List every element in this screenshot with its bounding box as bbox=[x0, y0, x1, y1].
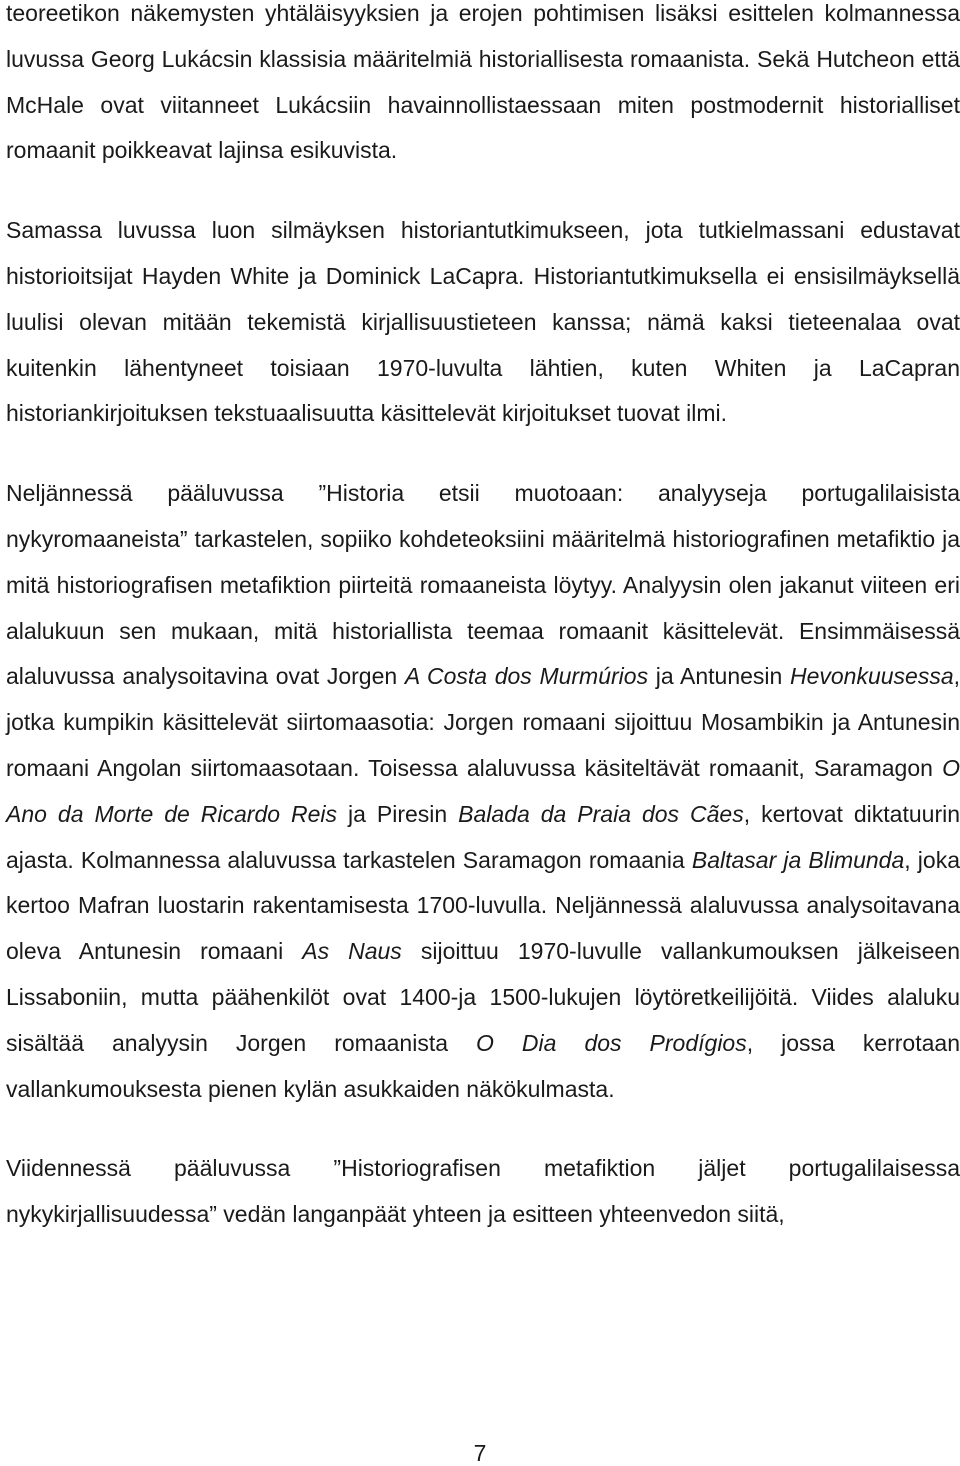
text-run: Neljännessä pääluvussa ”Historia etsii muotoaan: analyyseja portugalilaisista nykyromaaneista” tarkastelen, sopiiko kohdeteoksiini määritelmä historiografinen metafiktio ja mitä historiografisen metafiktion piirteitä romaaneista löytyy. Analyysin olen jakanut viiteen eri alalukuun sen mukaan, mitä historiallista teemaa romaanit käsittelevät. Ensimmäisessä alaluvussa analysoitavina ovat Jorgen bbox=[6, 480, 960, 690]
text-run: ja Piresin bbox=[337, 800, 459, 827]
paragraph-chapter-five bbox=[6, 1146, 960, 1238]
book-title: A Costa dos Murmúrios bbox=[404, 663, 649, 690]
paragraph-chapter-four bbox=[6, 471, 960, 1112]
book-title: Hevonkuusessa bbox=[789, 663, 954, 690]
text-run: , kertovat diktatuurin ajasta. Kolmannessa alaluvussa tarkastelen Saramagon romaania bbox=[6, 800, 960, 873]
paragraph-gap bbox=[6, 1112, 960, 1146]
text-run: Samassa luvussa luon silmäyksen historiantutkimukseen, jota tutkielmassani edustavat historioitsijat Hayden White ja Dominick LaCapra. Historiantutkimuksella ei ensisilmäyksellä luulisi olevan mitään tekemistä kirjallisuustieteen kanssa; nämä kaksi tieteenalaa ovat kuitenkin lähentyneet toisiaan 1970-luvulta lähtien, kuten Whiten ja LaCapran historiankirjoituksen tekstuaalisuutta käsittelevät kirjoitukset tuovat ilmi. bbox=[6, 217, 960, 427]
book-title: Baltasar ja Blimunda bbox=[691, 846, 905, 873]
text-run: , joka kertoo Mafran luostarin rakentamisesta 1700-luvulla. Neljännessä alaluvussa analysoitavana oleva Antunesin romaani bbox=[6, 846, 960, 965]
book-title: Balada da Praia dos Cães bbox=[458, 800, 744, 827]
book-title: O Ano da Morte de Ricardo Reis bbox=[6, 754, 960, 827]
text-run: teoreetikon näkemysten yhtäläisyyksien ja erojen pohtimisen lisäksi esittelen kolmannessa luvussa Georg Lukácsin klassisia määritelmiä historiallisesta romaanista. Sekä Hutcheon että McHale ovat viitanneet Lukácsiin havainnollistaessaan miten postmodernit historialliset romaanit poikkeavat lajinsa esikuvista. bbox=[6, 0, 960, 164]
text-run: sijoittuu 1970-luvulle vallankumouksen jälkeiseen Lissaboniin, mutta päähenkilöt ovat 1400-ja 1500-lukujen löytöretkeilijöitä. Viides alaluku sisältää analyysin Jorgen romaanista bbox=[6, 938, 960, 1056]
paragraph-intro bbox=[6, 0, 960, 174]
text-run: , jossa kerrotaan vallankumouksesta pienen kylän asukkaiden näkökulmasta. bbox=[6, 1029, 960, 1102]
paragraph-gap bbox=[6, 437, 960, 471]
text-run: ja Antunesin bbox=[648, 663, 790, 690]
text-run: , jotka kumpikin käsittelevät siirtomaasotia: Jorgen romaani sijoittuu Mosambikin ja Antunesin romaani Angolan siirtomaasotaan. Toisessa alaluvussa käsiteltävät romaanit, Saramagon bbox=[6, 663, 960, 781]
book-title: As Naus bbox=[302, 938, 402, 965]
paragraph-historiography bbox=[6, 208, 960, 437]
text-run: Viidennessä pääluvussa ”Historiografisen metafiktion jäljet portugalilaisessa nykykirjallisuudessa” vedän langanpäät yhteen ja esitteen yhteenvedon siitä, bbox=[6, 1155, 960, 1228]
book-title: O Dia dos Prodígios bbox=[476, 1029, 747, 1056]
document-page bbox=[6, 0, 960, 1238]
paragraph-gap bbox=[6, 174, 960, 208]
page-number: 7 bbox=[473, 1440, 487, 1466]
